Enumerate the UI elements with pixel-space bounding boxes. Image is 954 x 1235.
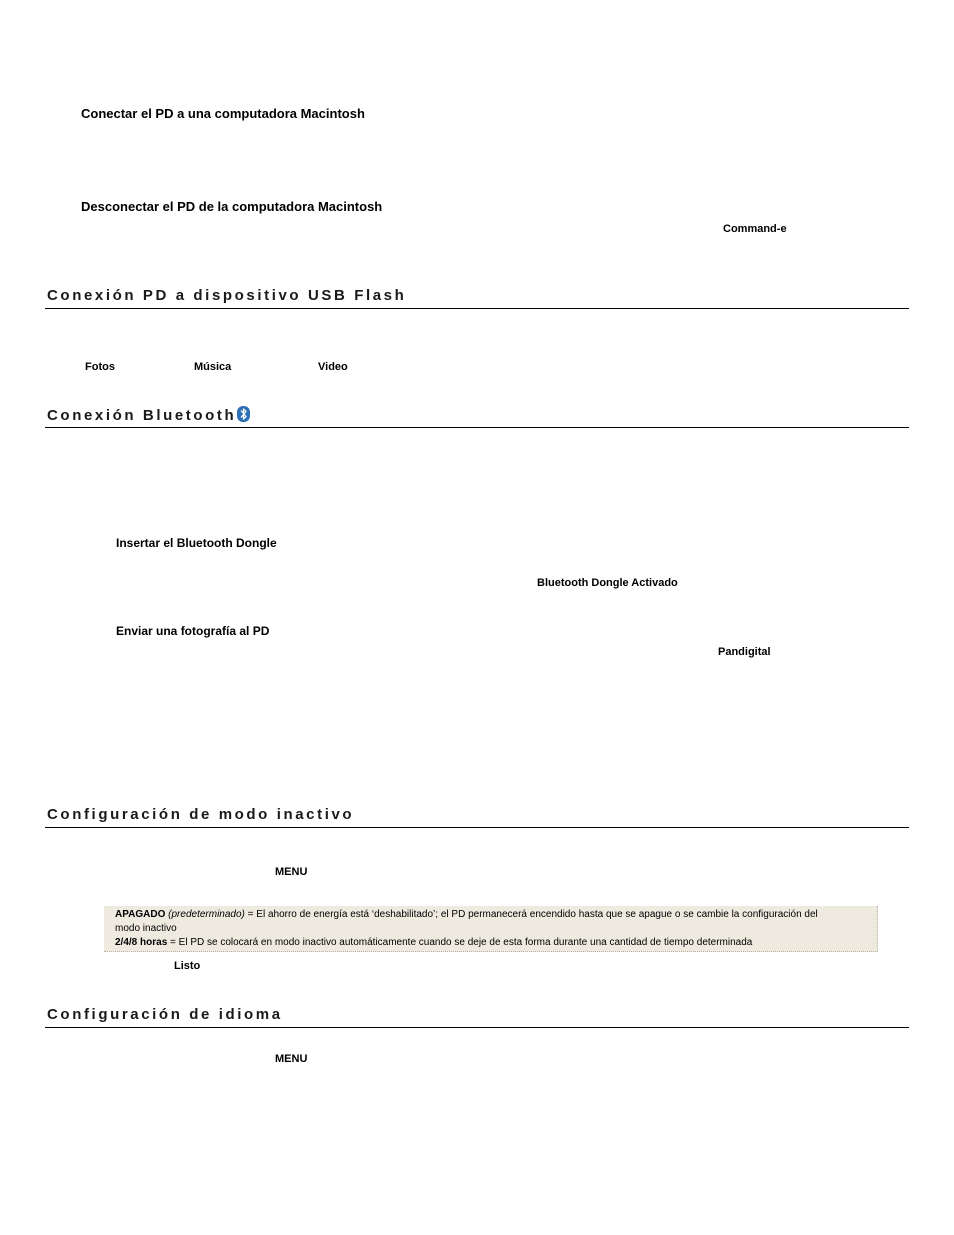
disconnect-mac-heading: Desconectar el PD de la computadora Macintosh [81, 199, 383, 214]
bluetooth-title-text: Conexión Bluetooth [47, 407, 237, 424]
connect-mac-heading: Conectar el PD a una computadora Macintosh [81, 106, 365, 121]
sleep-options-note [104, 906, 878, 952]
note-off-label: APAGADO [115, 909, 166, 920]
dongle-activated-label: Bluetooth Dongle Activado [537, 577, 678, 589]
note-off-default: (predeterminado) [168, 909, 245, 920]
language-menu-label: MENU [275, 1053, 308, 1065]
note-line-hours [115, 936, 877, 950]
note-off-text: = El ahorro de energía está ‘deshabilitado’; el PD permanecerá encendido hasta que se apague o se cambie la configuración del [244, 909, 818, 920]
video-label: Video [318, 361, 348, 373]
insert-dongle-heading: Insertar el Bluetooth Dongle [116, 536, 277, 550]
usb-section-title: Conexión PD a dispositivo USB Flash [47, 287, 407, 304]
photos-label: Fotos [85, 361, 115, 373]
command-e-label: Command-e [723, 223, 787, 235]
note-line-off [115, 908, 877, 922]
pandigital-label: Pandigital [718, 646, 771, 658]
bluetooth-icon [237, 406, 250, 422]
bluetooth-section-rule [45, 427, 909, 428]
bluetooth-section-title [47, 406, 250, 424]
sleep-section-rule [45, 827, 909, 828]
note-hours-label: 2/4/8 horas [115, 937, 168, 948]
note-off-text-cont: modo inactivo [115, 923, 177, 934]
note-hours-text: = El PD se colocará en modo inactivo automáticamente cuando se deje de esta forma durante una cantidad de tiempo determinada [167, 937, 753, 948]
sleep-section-title: Configuración de modo inactivo [47, 806, 355, 823]
music-label: Música [194, 361, 232, 373]
done-label: Listo [174, 960, 201, 972]
language-section-rule [45, 1027, 909, 1028]
send-photo-heading: Enviar una fotografía al PD [116, 624, 270, 638]
language-section-title: Configuración de idioma [47, 1006, 283, 1023]
usb-section-rule [45, 308, 909, 309]
sleep-menu-label: MENU [275, 866, 308, 878]
